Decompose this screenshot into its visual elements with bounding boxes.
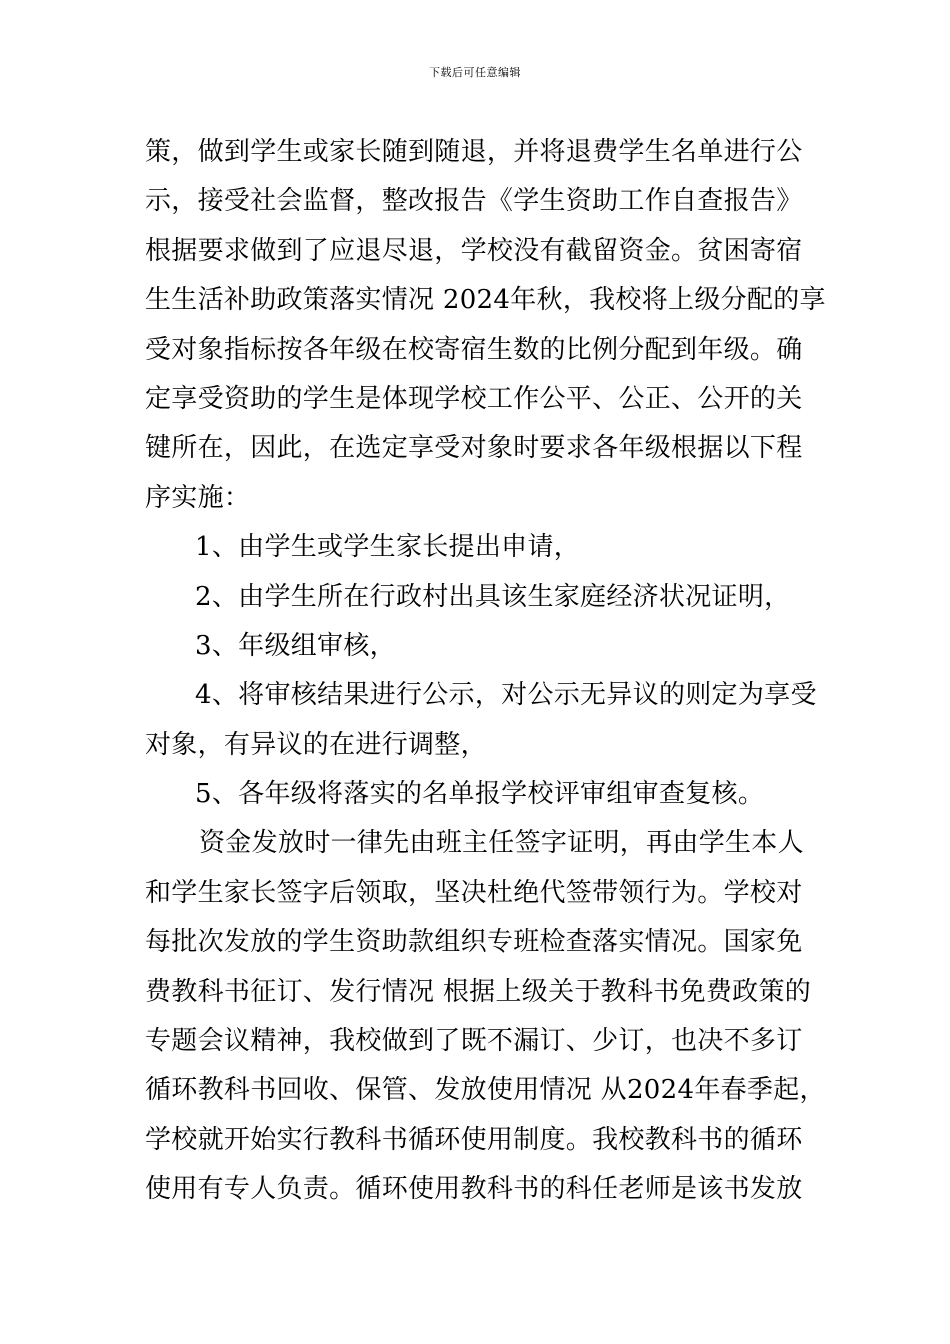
page-header: 下载后可任意编辑 [429, 66, 521, 79]
paragraph-line: 资金发放时一律先由班主任签字证明，再由学生本人 [199, 828, 804, 859]
paragraph-line: 对象，有异议的在进行调整， [145, 729, 487, 760]
list-item: 3、年级组审核， [195, 630, 396, 661]
list-item: 2、由学生所在行政村出具该生家庭经济状况证明， [195, 581, 791, 612]
paragraph-line: 生生活补助政策落实情况 2024年秋，我校将上级分配的享 [145, 285, 826, 316]
paragraph-line: 费教科书征订、发行情况 根据上级关于教科书免费政策的 [145, 976, 812, 1007]
paragraph-line: 和学生家长签字后领取，坚决杜绝代签带领行为。学校对 [145, 877, 803, 908]
paragraph-line: 专题会议精神，我校做到了既不漏订、少订，也决不多订 [145, 1026, 803, 1057]
paragraph-line: 序实施： [145, 482, 251, 513]
paragraph-line: 定享受资助的学生是体现学校工作公平、公正、公开的关 [145, 383, 803, 414]
list-item: 1、由学生或学生家长提出申请， [195, 532, 581, 563]
document-body [145, 128, 826, 1215]
paragraph-line: 键所在，因此，在选定享受对象时要求各年级根据以下程 [145, 433, 803, 464]
paragraph-line: 每批次发放的学生资助款组织专班检查落实情况。国家免 [145, 927, 803, 958]
paragraph-line: 策，做到学生或家长随到随退，并将退费学生名单进行公 [145, 137, 803, 167]
paragraph-line: 示，接受社会监督，整改报告《学生资助工作自查报告》 [145, 186, 803, 217]
paragraph-line: 根据要求做到了应退尽退，学校没有截留资金。贫困寄宿 [145, 235, 803, 266]
paragraph-line: 受对象指标按各年级在校寄宿生数的比例分配到年级。确 [145, 334, 803, 365]
paragraph-line: 循环教科书回收、保管、发放使用情况 从2024年春季起， [145, 1075, 826, 1106]
paragraph-line: 使用有专人负责。循环使用教科书的科任老师是该书发放 [145, 1174, 803, 1205]
list-item: 4、将审核结果进行公示，对公示无异议的则定为享受 [195, 680, 817, 711]
paragraph-line: 学校就开始实行教科书循环使用制度。我校教科书的循环 [145, 1124, 803, 1155]
list-item: 5、各年级将落实的名单报学校评审组审查复核。 [195, 779, 765, 810]
